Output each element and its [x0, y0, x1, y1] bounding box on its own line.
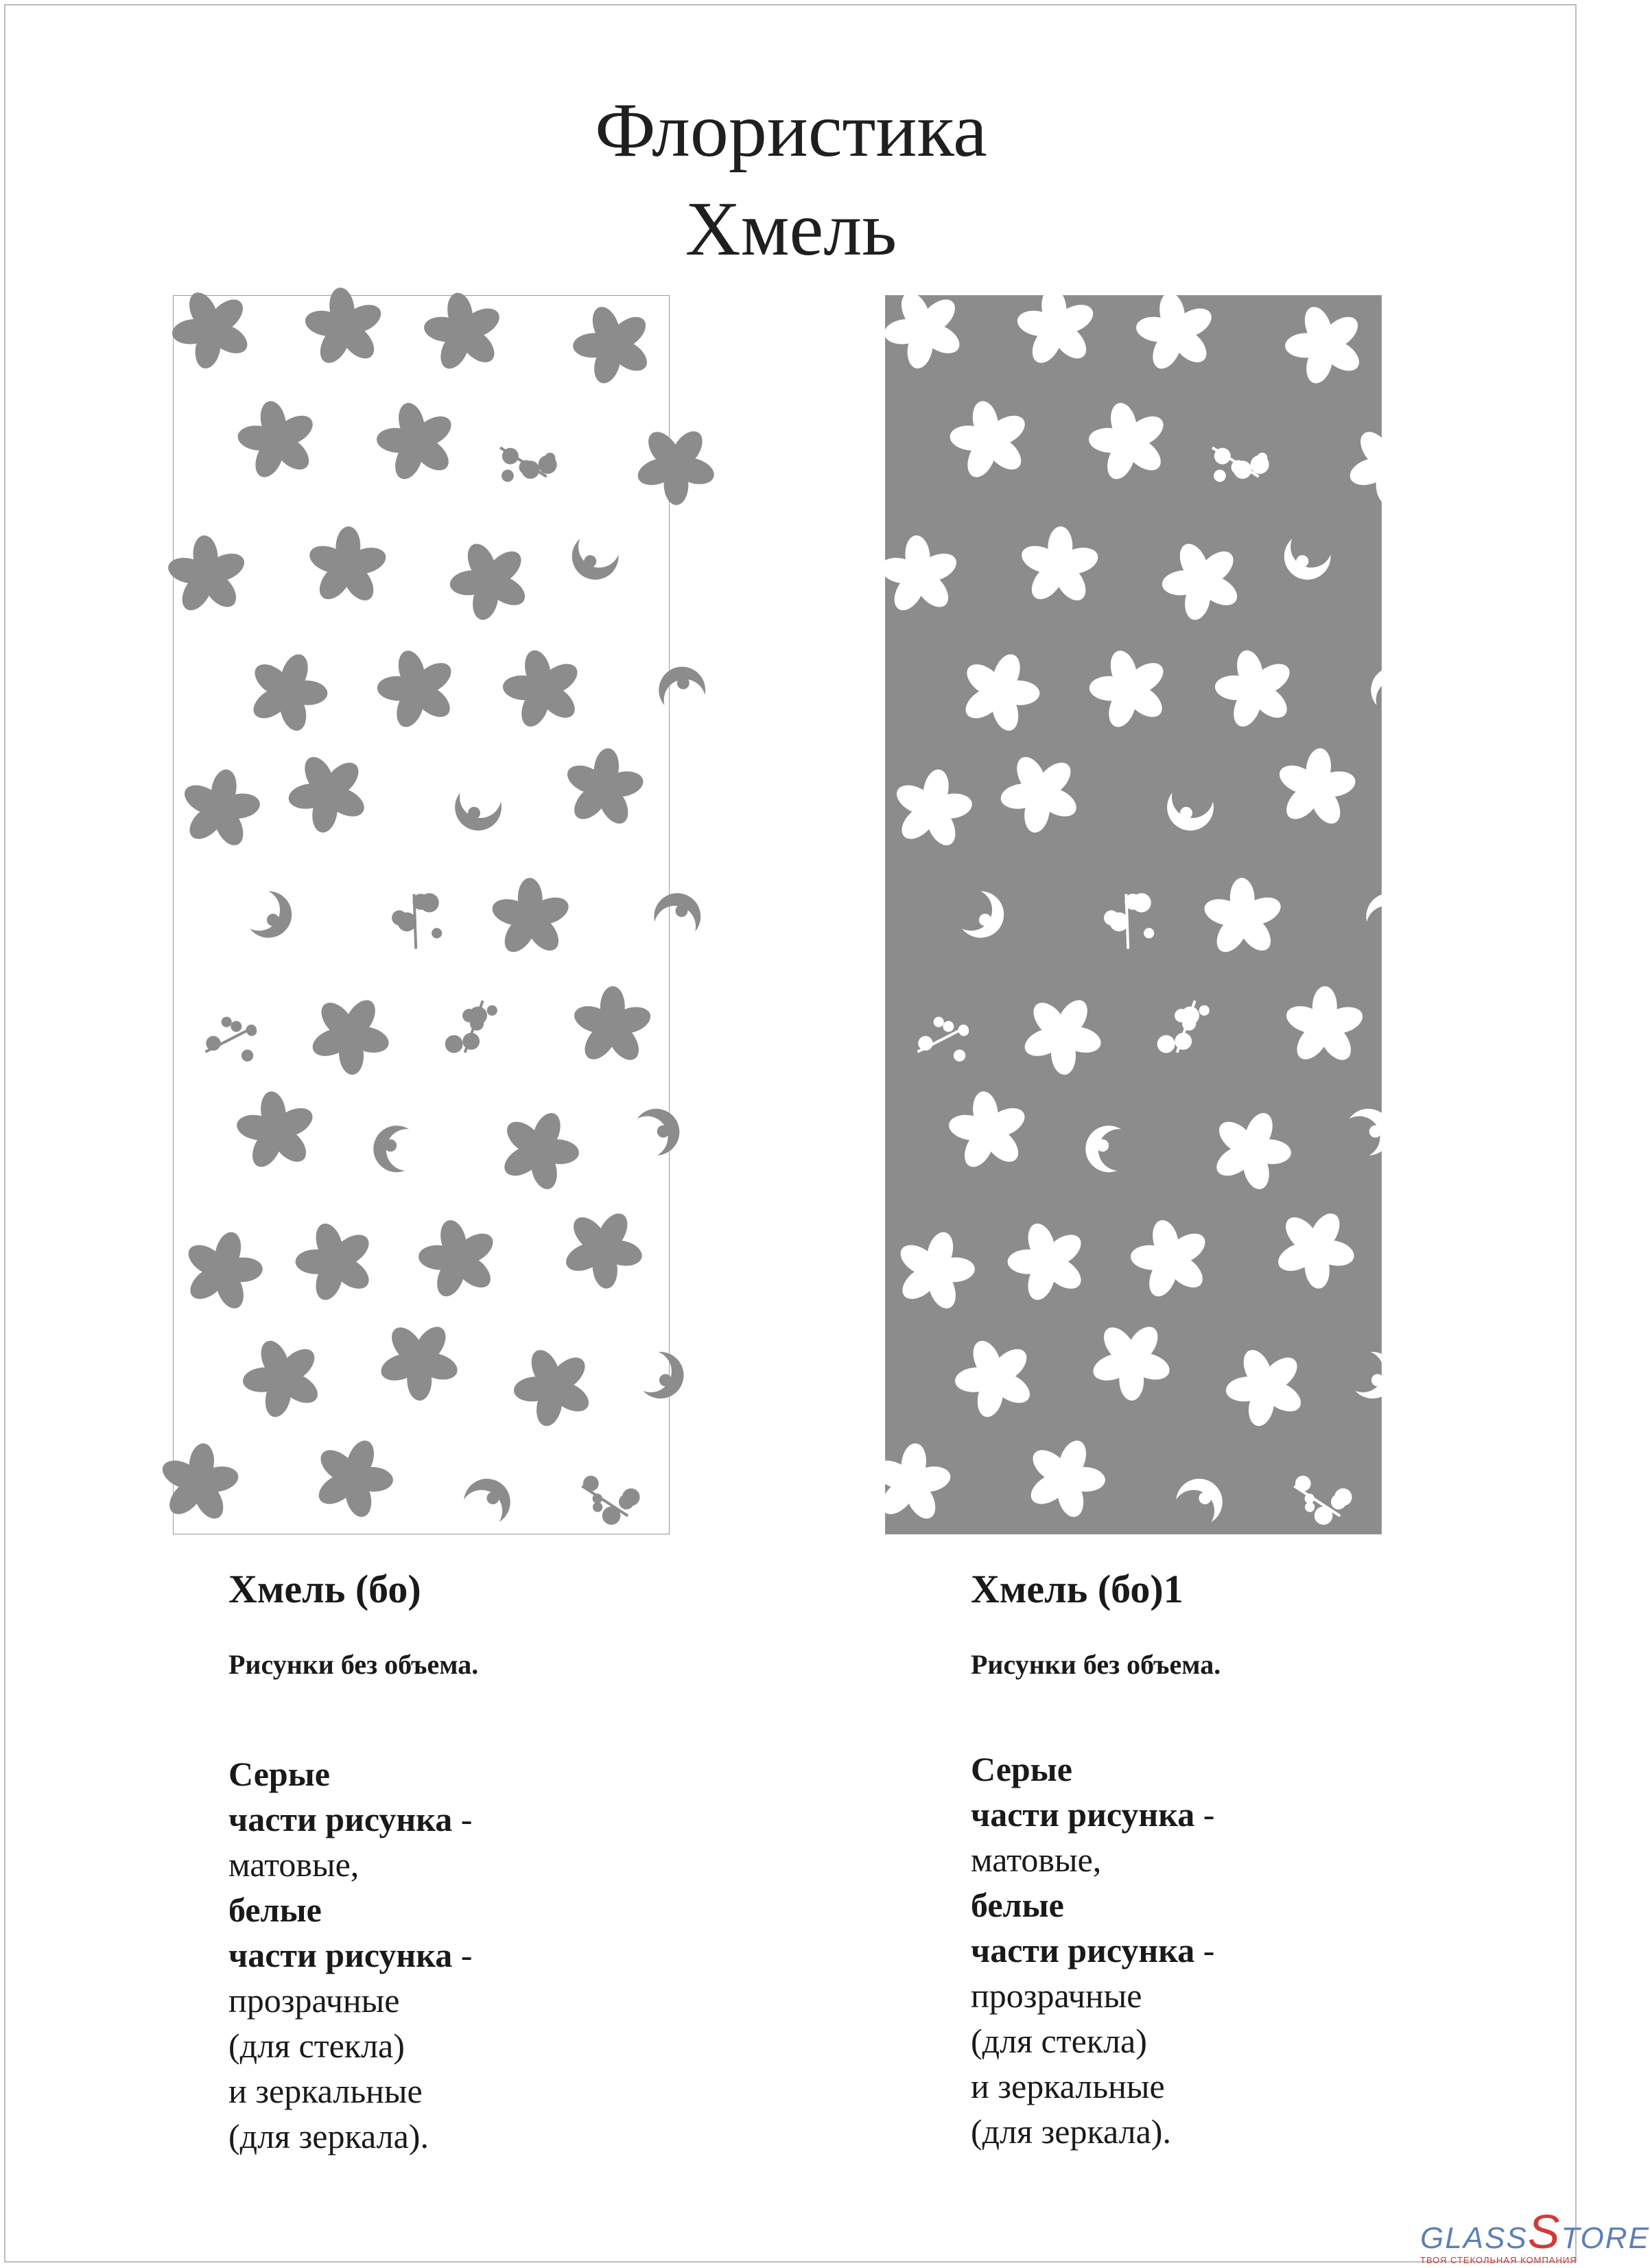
- pattern-panel-matte: [173, 295, 670, 1534]
- panel-subtitle: Рисунки без объема.: [228, 1649, 479, 1680]
- panel-subtitle: Рисунки без объема.: [971, 1649, 1221, 1680]
- page-title: Флористика: [595, 88, 987, 173]
- floral-pattern-image: [174, 296, 669, 1534]
- panel-description: Серые части рисунка - матовые, белые части рисунка - прозрачные (для стекла) и зеркальные (для зеркала).: [971, 1750, 1215, 2151]
- panel-caption: Хмель (бо): [228, 1567, 421, 1611]
- panel-description: Серые части рисунка - матовые, белые части рисунка - прозрачные (для стекла) и зеркальные (для зеркала).: [228, 1755, 473, 2155]
- floral-pattern-image: [886, 296, 1381, 1534]
- pattern-panel-inverted: [885, 295, 1382, 1534]
- page-subtitle: Хмель: [685, 187, 897, 272]
- panel-caption: Хмель (бо)1: [971, 1567, 1183, 1611]
- company-logo: GLASSSTORE ТВОЯ СТЕКОЛЬНАЯ КОМПАНИЯ: [1420, 2205, 1650, 2265]
